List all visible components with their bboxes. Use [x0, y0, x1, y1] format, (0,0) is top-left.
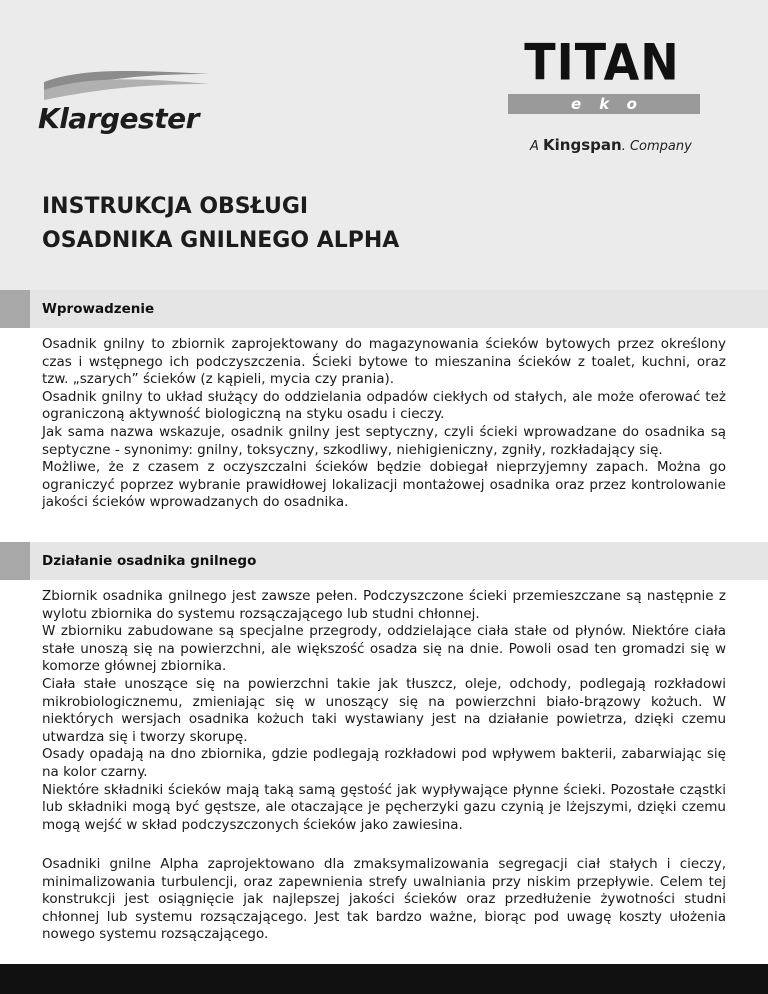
klargester-wordmark: Klargester [38, 102, 199, 135]
section-body-operation [42, 588, 726, 834]
paragraph: Jak sama nazwa wskazuje, osadnik gnilny jest septyczny, czyli ścieki wprowadzane do osadnika są septyczne - synonimy: gnilny, toksyczny, szkodliwy, niehigieniczny, zgniły, rozkładający się. [42, 423, 726, 458]
kingspan-company-line [530, 136, 692, 154]
waves-icon [42, 68, 212, 104]
titan-eko-logo [504, 32, 700, 156]
paragraph: Osadnik gnilny to zbiornik zaprojektowany do magazynowania ścieków bytowych przez określony czas i wstępnego ich podczyszczenia. Ścieki bytowe to mieszanina ścieków z toalet, kuchni, oraz tzw. „szarych” ścieków (z kąpieli, mycia czy prania). [42, 336, 726, 388]
paragraph: Osady opadają na dno zbiornika, gdzie podlegają rozkładowi pod wpływem bakterii, zabarwiając się na kolor czarny. [42, 746, 726, 780]
title-line-2: OSADNIKA GNILNEGO ALPHA [42, 228, 400, 253]
section-heading-bar [0, 542, 768, 580]
header-band [0, 0, 768, 290]
section-heading-bar [0, 290, 768, 328]
section-body-introduction [42, 336, 726, 512]
paragraph: Zbiornik osadnika gnilnego jest zawsze pełen. Podczyszczone ścieki przemieszczane są następnie z wylotu zbiornika do systemu rozsączającego lub studni chłonnej. [42, 588, 726, 622]
klargester-logo [38, 68, 213, 140]
kingspan-suffix: . Company [621, 139, 692, 154]
title-line-1: INSTRUKCJA OBSŁUGI [42, 194, 309, 219]
section-heading-introduction: Wprowadzenie [42, 301, 155, 317]
paragraph: W zbiorniku zabudowane są specjalne przegrody, oddzielające ciała stałe od płynów. Niektóre ciała stałe unoszą się na powierzchni, ale większość osadza się na dnie. Powoli osad ten gromadzi się w komorze głównej zbiornika. [42, 623, 726, 675]
section-marker [0, 290, 30, 328]
section-marker [0, 542, 30, 580]
kingspan-brand: Kingspan [543, 136, 622, 154]
paragraph: Osadnik gnilny to układ służący do oddzielania odpadów ciekłych od stałych, ale może oferować też ograniczoną aktywność biologiczną na styku osadu i cieczy. [42, 388, 726, 423]
document-title [42, 190, 399, 258]
eko-bar: eko [508, 94, 700, 114]
kingspan-prefix: A [530, 139, 539, 154]
section-body-alpha-design [42, 856, 726, 944]
paragraph: Osadniki gnilne Alpha zaprojektowano dla zmaksymalizowania segregacji ciał stałych i cieczy, minimalizowania turbulencji, oraz zapewnienia strefy uwalniania przy niskim przepływie. Celem tej konstrukcji jest osiągnięcie jak najlepszej jakości ścieków oraz przedłużenie żywotności studni chłonnej lub systemu rozsączającego. Jest tak bardzo ważne, biorąc pod uwagę koszty ułożenia nowego systemu rozsączającego. [42, 856, 726, 943]
paragraph: Niektóre składniki ścieków mają taką samą gęstość jak wypływające płynne ścieki. Pozostałe cząstki lub składniki mogą być gęstsze, ale otaczające je pęcherzyki gazu czynią je lżejszymi, dzięki czemu mogą wejść w skład podczyszczonych ścieków jako zawiesina. [42, 781, 726, 833]
titan-wordmark: TITAN [524, 32, 680, 92]
section-heading-operation: Działanie osadnika gnilnego [42, 553, 257, 569]
footer-bar [0, 964, 768, 994]
paragraph: Ciała stałe unoszące się na powierzchni takie jak tłuszcz, oleje, odchody, podlegają rozkładowi mikrobiologicznemu, zmieniając się w unoszący się na powierzchni biało-brązowy kożuch. W niektórych wersjach osadnika kożuch taki wystawiany jest na działanie powietrza, dzięki czemu utwardza się i tworzy skorupę. [42, 675, 726, 745]
paragraph: Możliwe, że z czasem z oczyszczalni ścieków będzie dobiegał nieprzyjemny zapach. Można go ograniczyć poprzez wybranie prawidłowej lokalizacji montażowej osadnika oraz przez kontrolowanie jakości ścieków wprowadzanych do osadnika. [42, 459, 726, 511]
